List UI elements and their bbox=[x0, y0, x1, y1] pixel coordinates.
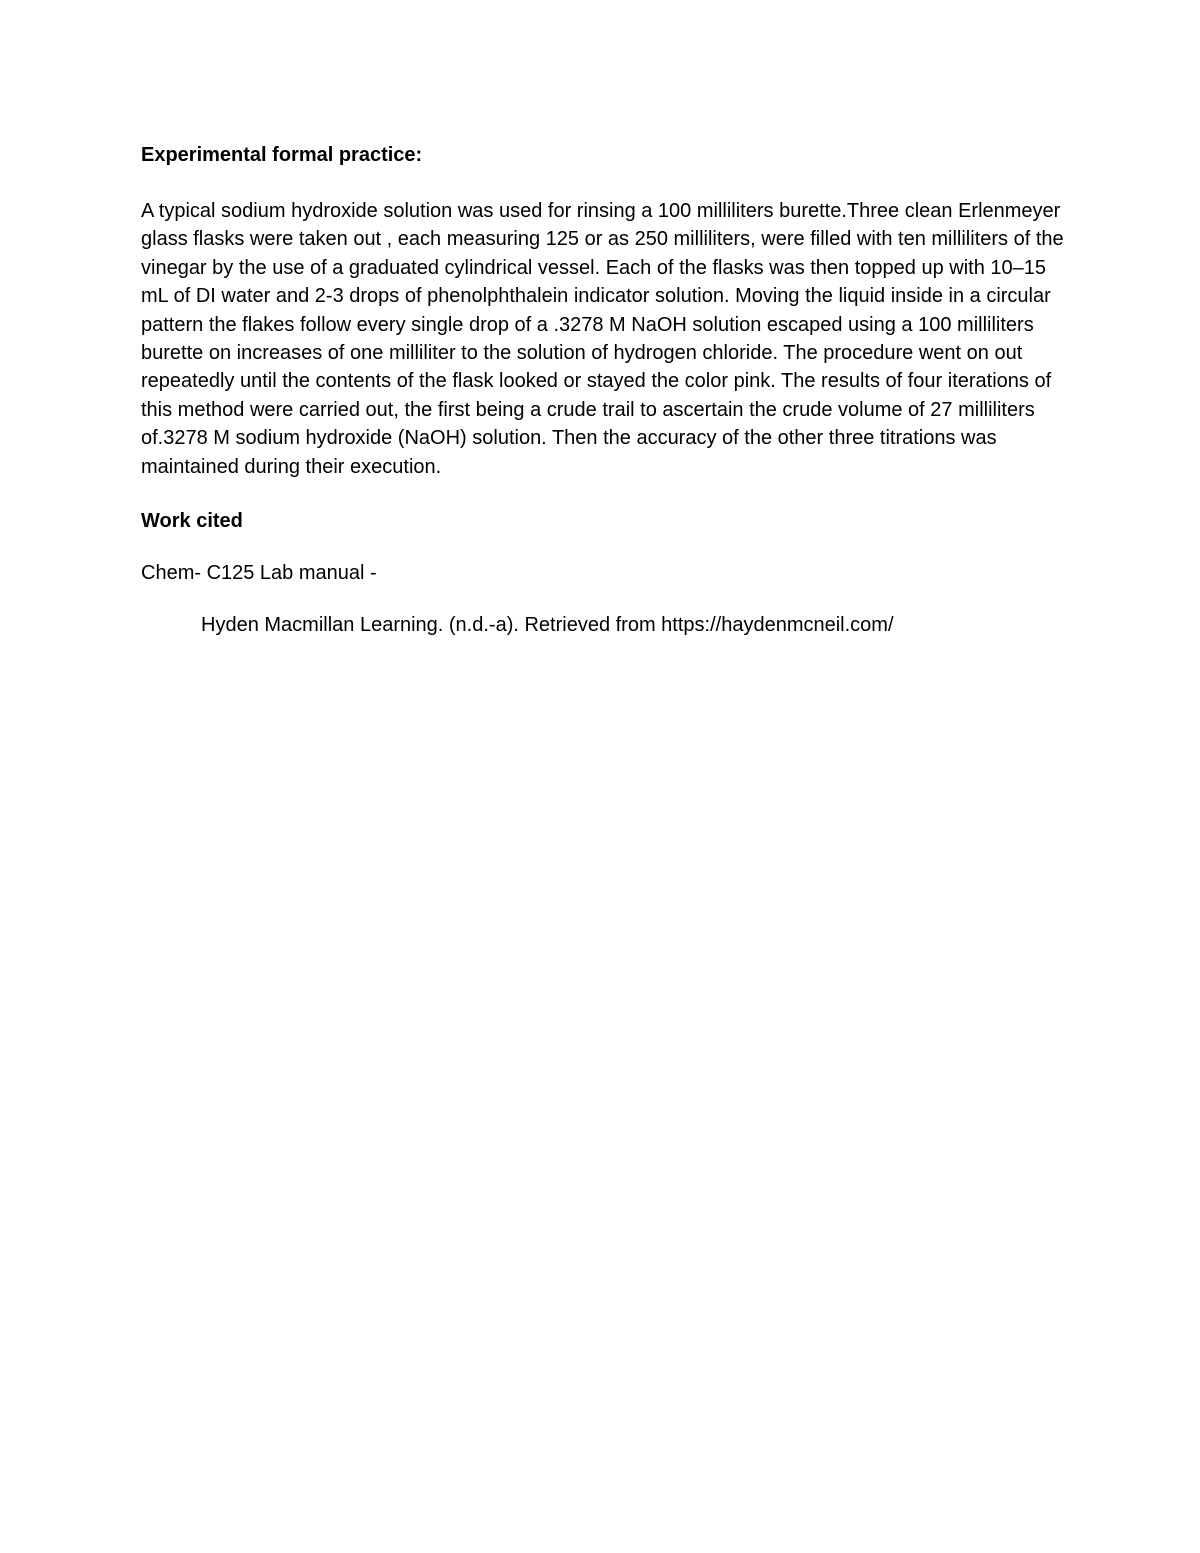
document-content bbox=[141, 141, 1071, 639]
works-cited-heading: Work cited bbox=[141, 510, 243, 533]
procedure-paragraph: A typical sodium hydroxide solution was used for rinsing a 100 milliliters burette.Three clean Erlenmeyer glass flasks were taken out , each measuring 125 or as 250 milliliters, were filled with ten milliliters of the vinegar by the use of a graduated cylindrical vessel. Each of the flasks was then topped up with 10–15 mL of DI water and 2-3 drops of phenolphthalein indicator solution. Moving the liquid inside in a circular pattern the flakes follow every single drop of a .3278 M NaOH solution escaped using a 100 milliliters burette on increases of one milliliter to the solution of hydrogen chloride. The procedure went on out repeatedly until the contents of the flask looked or stayed the color pink. The results of four iterations of this method were carried out, the first being a crude trail to ascertain the crude volume of 27 milliliters of.3278 M sodium hydroxide (NaOH) solution. Then the accuracy of the other three titrations was maintained during their execution. bbox=[141, 200, 1064, 478]
citation-entry: Hyden Macmillan Learning. (n.d.-a). Retrieved from https://haydenmcneil.com/ bbox=[201, 614, 894, 637]
citation-title: Chem- C125 Lab manual - bbox=[141, 562, 377, 585]
section-heading: Experimental formal practice: bbox=[141, 144, 423, 166]
